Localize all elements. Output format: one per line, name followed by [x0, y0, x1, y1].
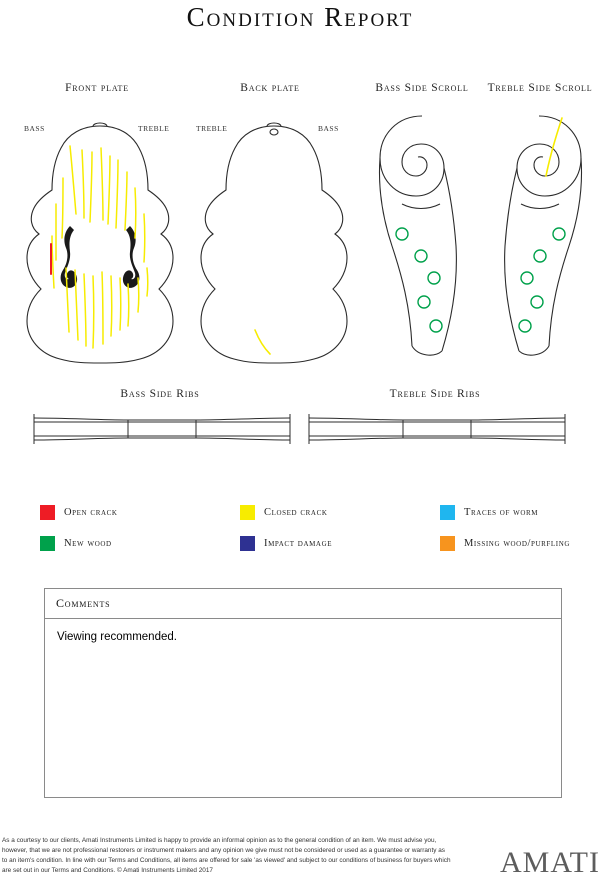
legend-label-new-wood: New wood	[64, 538, 112, 549]
bass-scroll-caption: Bass Side Scroll	[375, 82, 469, 94]
comments-text: Viewing recommended.	[57, 631, 177, 643]
comments-box	[44, 588, 562, 798]
legend-item-closed-crack	[240, 505, 440, 520]
legend	[40, 505, 585, 551]
front-plate-caption: Front plate	[65, 82, 129, 94]
legend-label-impact-damage: Impact damage	[264, 538, 333, 549]
swatch-closed-crack	[240, 505, 255, 520]
swatch-missing-wood-purfling	[440, 536, 455, 551]
bass-side-scroll-diagram	[358, 106, 483, 366]
legend-label-traces-of-worm: Traces of worm	[464, 507, 539, 518]
ribs-band	[0, 388, 600, 448]
swatch-traces-of-worm	[440, 505, 455, 520]
swatch-open-crack	[40, 505, 55, 520]
treble-scroll-caption: Treble Side Scroll	[487, 82, 593, 94]
legend-label-closed-crack: Closed crack	[264, 507, 328, 518]
footer	[0, 822, 600, 882]
legend-label-open-crack: Open crack	[64, 507, 118, 518]
page-title: Condition Report	[186, 2, 414, 32]
bass-ribs-caption: Bass Side Ribs	[120, 388, 200, 400]
comments-heading: Comments	[56, 596, 111, 610]
front-plate-bass-label: BASS	[24, 124, 45, 133]
legend-item-new-wood	[40, 536, 240, 551]
back-plate-diagram	[182, 118, 367, 368]
swatch-new-wood	[40, 536, 55, 551]
bass-side-ribs-diagram	[28, 410, 296, 448]
legend-item-impact-damage	[240, 536, 440, 551]
comments-header	[45, 589, 561, 619]
treble-ribs-caption: Treble Side Ribs	[389, 388, 481, 400]
amati-logo: AMATI	[500, 846, 600, 879]
footer-disclaimer: As a courtesy to our clients, Amati Instruments Limited is happy to provide an informal opinion as to the general condition of an item. We must advise you, however, that we are not professional restorers or instrument makers and any opinion we give must not be considered or used as a guarantee or warranty as to an item's condition. In line with our Terms and Conditions, all items are offered for sale 'as viewed' and subject to our conditions of business for buyers which are set out in our Terms and Conditions. © Amati Instruments Limited 2017	[2, 837, 451, 875]
treble-side-ribs-diagram	[303, 410, 571, 448]
treble-side-scroll-diagram	[478, 106, 600, 366]
front-plate-diagram	[8, 118, 193, 368]
legend-item-open-crack	[40, 505, 240, 520]
back-plate-bass-label: BASS	[318, 124, 339, 133]
legend-item-traces-of-worm	[440, 505, 600, 520]
back-plate-treble-label: TREBLE	[196, 124, 228, 133]
swatch-impact-damage	[240, 536, 255, 551]
legend-item-missing-wood-purfling	[440, 536, 600, 551]
front-plate-treble-label: TREBLE	[138, 124, 170, 133]
legend-label-missing-wood-purfling: Missing wood/purfling	[464, 538, 571, 549]
diagram-band	[0, 78, 600, 373]
back-plate-caption: Back plate	[240, 82, 300, 94]
